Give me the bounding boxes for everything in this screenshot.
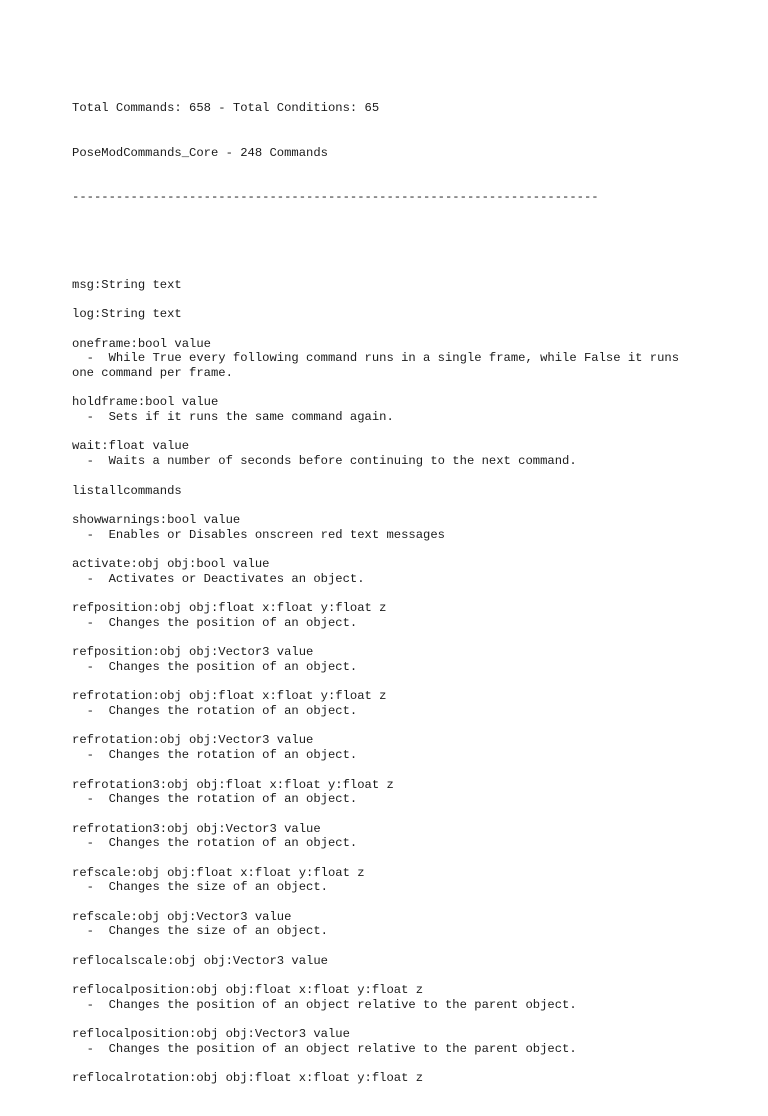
command-description: - Changes the position of an object.	[72, 659, 358, 674]
command-signature: reflocalposition:obj obj:float x:float y:float z	[72, 983, 424, 998]
command-entry	[72, 557, 732, 586]
command-entry	[72, 822, 732, 851]
command-entry	[72, 866, 732, 895]
command-entry	[72, 983, 732, 1012]
command-signature: listallcommands	[72, 483, 182, 498]
command-signature: reflocalposition:obj obj:Vector3 value	[72, 1027, 350, 1042]
command-signature: refposition:obj obj:Vector3 value	[72, 645, 314, 660]
command-signature: reflocalscale:obj obj:Vector3 value	[72, 953, 328, 968]
total-counts: Total Commands: 658 - Total Conditions: 65	[72, 101, 380, 116]
command-description: - Changes the rotation of an object.	[72, 792, 358, 807]
command-entry	[72, 337, 732, 381]
separator-rule: ------------------------------------------------------------------------	[72, 189, 599, 204]
command-entry	[72, 778, 732, 807]
command-entry	[72, 513, 732, 542]
command-entry	[72, 1027, 732, 1056]
command-description: - Changes the position of an object relative to the parent object.	[72, 1042, 577, 1057]
command-entry	[72, 954, 732, 969]
command-signature: refrotation3:obj obj:float x:float y:float z	[72, 777, 394, 792]
command-signature: msg:String text	[72, 277, 182, 292]
command-signature: refrotation3:obj obj:Vector3 value	[72, 821, 321, 836]
command-signature: log:String text	[72, 307, 182, 322]
command-signature: activate:obj obj:bool value	[72, 557, 270, 572]
command-signature: refrotation:obj obj:Vector3 value	[72, 733, 314, 748]
command-entry	[72, 645, 732, 674]
command-description: - Sets if it runs the same command again.	[72, 410, 394, 425]
command-description: - Activates or Deactivates an object.	[72, 571, 365, 586]
command-signature: refposition:obj obj:float x:float y:float z	[72, 601, 387, 616]
command-signature: refrotation:obj obj:float x:float y:float z	[72, 689, 387, 704]
command-signature: reflocalrotation:obj obj:float x:float y:float z	[72, 1071, 424, 1086]
command-description: - Changes the position of an object.	[72, 615, 358, 630]
command-signature: refscale:obj obj:float x:float y:float z	[72, 865, 365, 880]
command-entry	[72, 910, 732, 939]
command-description: - Changes the rotation of an object.	[72, 704, 358, 719]
command-description: - Changes the size of an object.	[72, 880, 328, 895]
command-listing	[72, 72, 732, 1116]
section-title: PoseModCommands_Core - 248 Commands	[72, 145, 328, 160]
command-entry	[72, 1071, 732, 1086]
command-description: - While True every following command runs in a single frame, while False it runs one command per frame.	[72, 351, 680, 380]
command-entry	[72, 278, 732, 293]
command-signature: refscale:obj obj:Vector3 value	[72, 909, 292, 924]
command-entry	[72, 439, 732, 468]
command-description: - Changes the rotation of an object.	[72, 836, 358, 851]
command-entry	[72, 484, 732, 499]
command-signature: holdframe:bool value	[72, 395, 219, 410]
spacer	[72, 234, 732, 249]
command-signature: showwarnings:bool value	[72, 512, 241, 527]
command-description: - Changes the size of an object.	[72, 924, 328, 939]
command-description: - Changes the position of an object relative to the parent object.	[72, 997, 577, 1012]
command-entry	[72, 395, 732, 424]
command-signature: oneframe:bool value	[72, 336, 211, 351]
command-entry	[72, 601, 732, 630]
command-description: - Changes the rotation of an object.	[72, 748, 358, 763]
command-list	[72, 278, 732, 1086]
command-entry	[72, 689, 732, 718]
command-entry	[72, 733, 732, 762]
command-description: - Enables or Disables onscreen red text messages	[72, 527, 445, 542]
command-description: - Waits a number of seconds before continuing to the next command.	[72, 454, 577, 469]
command-entry	[72, 307, 732, 322]
command-signature: wait:float value	[72, 439, 190, 454]
